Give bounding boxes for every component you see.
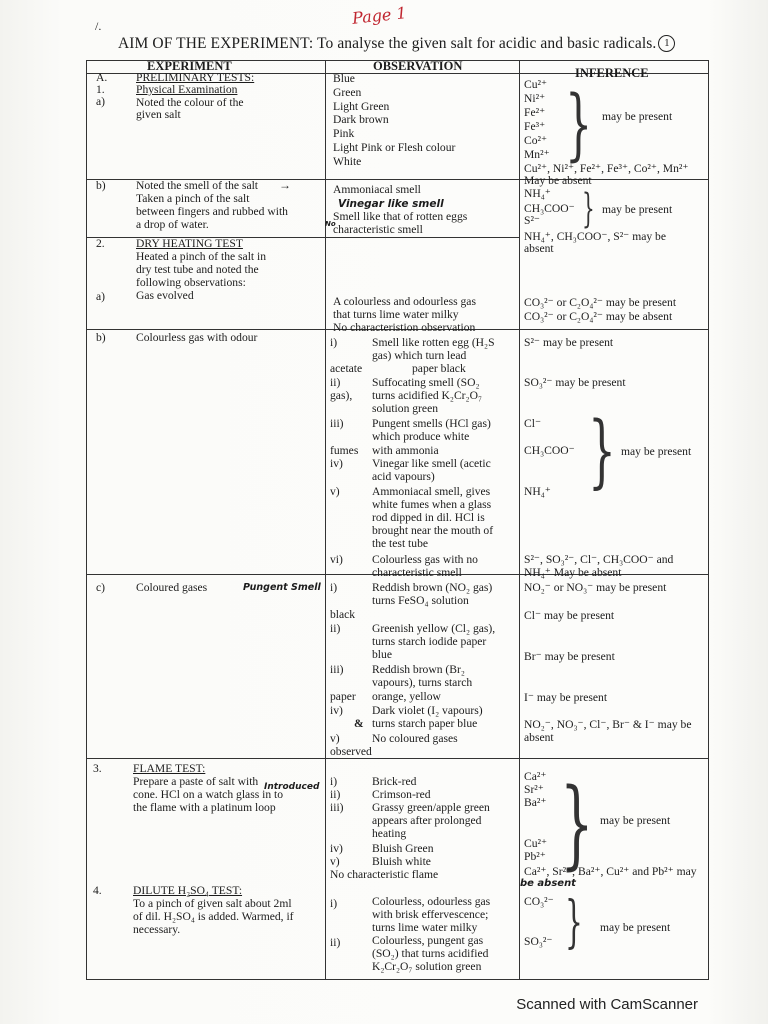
row-number: b) — [96, 179, 106, 192]
observation-text: Ammoniacal smell, gives — [372, 485, 491, 498]
inference-ion: Cu²⁺ — [524, 78, 548, 91]
observation-index: iii) — [330, 663, 344, 676]
experiment-text: Heated a pinch of the salt in — [136, 250, 267, 263]
observation-text: Reddish brown (NO₂ gas) — [372, 581, 493, 594]
inference-text: Br⁻ may be present — [524, 650, 615, 663]
row-divider — [87, 758, 708, 759]
inference-ion: Cu²⁺ — [524, 837, 548, 850]
experiment-text: between fingers and rubbed with — [136, 205, 288, 218]
inference-text: CO₃²⁻ or C₂O₄²⁻ may be present — [524, 296, 677, 309]
observation-text: Ammoniacal smell — [333, 183, 421, 196]
inference-ion: CH₃COO⁻ — [524, 202, 575, 215]
inference-text: absent — [524, 731, 554, 744]
observation-text: Suffocating smell (SO₂ — [372, 376, 480, 389]
observation-index: iv) — [330, 457, 343, 470]
observation-text: Colourless, pungent gas — [372, 934, 484, 947]
observation-text: A colourless and odourless gas — [333, 295, 476, 308]
observation-index: i) — [330, 581, 338, 594]
observation-text: Crimson-red — [372, 788, 431, 801]
observation-text: the test tube — [372, 537, 429, 550]
experiment-text: Colourless gas with odour — [136, 331, 258, 344]
experiment-text: necessary. — [133, 923, 181, 936]
observation-index: iii) — [330, 417, 344, 430]
observation-text: gas), — [330, 389, 353, 402]
inference-ion: Pb²⁺ — [524, 850, 546, 863]
handwritten-note: Pungent Smell — [243, 582, 321, 593]
inference-ion: NH₄⁺ — [524, 485, 551, 498]
observation-text: Grassy green/apple green — [372, 801, 490, 814]
observation-index: iv) — [330, 704, 343, 717]
experiment-text: the flame with a platinum loop — [133, 801, 276, 814]
inference-ion: Ca²⁺ — [524, 770, 547, 783]
experiment-text: following observations: — [136, 276, 246, 289]
observation-text: fumes — [330, 444, 359, 457]
observation-index: ii) — [330, 788, 341, 801]
inference-text: absent — [524, 242, 554, 255]
observation-text: Light Green — [333, 100, 390, 113]
observation-text: turns acidified K₂Cr₂O₇ — [372, 389, 483, 402]
ampersand-mark: & — [354, 717, 364, 730]
observation-text: (SO₂) that turns acidified — [372, 947, 489, 960]
inference-text: Ca²⁺, Sr²⁺, Ba²⁺, Cu²⁺ and Pb²⁺ may — [524, 865, 697, 878]
inference-ion: NH₄⁺ — [524, 187, 551, 200]
header-observation: OBSERVATION — [373, 59, 463, 73]
observation-index: i) — [330, 897, 338, 910]
observation-text: characteristic smell — [372, 566, 462, 579]
observation-index: ii) — [330, 376, 341, 389]
observation-text: vapours), turns starch — [372, 676, 473, 689]
observation-text: acid vapours) — [372, 470, 435, 483]
observation-text: No characteristic flame — [330, 868, 439, 881]
observation-text: Vinegar like smell (acetic — [372, 457, 491, 470]
observation-index: vi) — [330, 553, 343, 566]
observation-text: Bluish Green — [372, 842, 434, 855]
brace-icon: } — [588, 404, 616, 497]
section-heading: DILUTE H₂SO₄ TEST: — [133, 884, 243, 897]
observation-text: K₂Cr₂O₇ solution green — [372, 960, 482, 973]
section-heading: PRELIMINARY TESTS: — [136, 71, 255, 84]
observation-text: solution green — [372, 402, 439, 415]
observation-text: Brick-red — [372, 775, 417, 788]
observation-text: Pink — [333, 127, 355, 140]
observation-index: ii) — [330, 622, 341, 635]
column-divider — [325, 61, 326, 979]
row-number: c) — [96, 581, 106, 594]
experiment-text: Noted the colour of the — [136, 96, 244, 109]
handwritten-note: be absent — [520, 878, 576, 889]
observation-index: i) — [330, 775, 338, 788]
observation-index: ii) — [330, 936, 341, 949]
observation-text: paper — [330, 690, 356, 703]
observation-index: i) — [330, 336, 338, 349]
experiment-text: Taken a pinch of the salt — [136, 192, 250, 205]
observation-text: Pungent smells (HCl gas) — [372, 417, 491, 430]
observation-text: that turns lime water milky — [333, 308, 459, 321]
observation-text: Colourless gas with no — [372, 553, 478, 566]
observation-text: Blue — [333, 72, 355, 85]
inference-ion: Fe³⁺ — [524, 120, 546, 133]
header-inference: INFERENCE — [575, 66, 649, 80]
inference-ion: CH₃COO⁻ — [524, 444, 575, 457]
inference-text: NO₂⁻, NO₃⁻, Cl⁻, Br⁻ & I⁻ may be — [524, 718, 692, 731]
inference-ion: Sr²⁺ — [524, 783, 544, 796]
section-heading: FLAME TEST: — [133, 762, 206, 775]
observation-text: which produce white — [372, 430, 470, 443]
title-text: AIM OF THE EXPERIMENT: To analyse the given salt for acidic and basic radicals. — [118, 35, 657, 52]
experiment-text: cone. HCl on a watch glass in to — [133, 788, 284, 801]
observation-text: Green — [333, 86, 362, 99]
inference-text: Cl⁻ may be present — [524, 609, 615, 622]
row-number: A. — [96, 71, 108, 84]
observation-text: Light Pink or Flesh colour — [333, 141, 456, 154]
observation-text: Bluish white — [372, 855, 431, 868]
row-number: 3. — [93, 762, 102, 775]
observation-text: paper black — [412, 362, 466, 375]
margin-mark: /. — [95, 19, 102, 33]
inference-text: NO₂⁻ or NO₃⁻ may be present — [524, 581, 667, 594]
observation-index: v) — [330, 732, 340, 745]
inference-note: may be present — [621, 445, 692, 458]
inference-ion: SO₃²⁻ — [524, 935, 553, 948]
row-number: a) — [96, 95, 106, 108]
observation-text: Reddish brown (Br₂ — [372, 663, 465, 676]
observation-text: observed — [330, 745, 372, 758]
observation-text: rod dipped in dil. HCl is — [372, 511, 485, 524]
observation-index: iii) — [330, 801, 344, 814]
observation-text: orange, yellow — [372, 690, 441, 703]
inference-note: may be present — [600, 921, 671, 934]
observation-index: v) — [330, 485, 340, 498]
inference-ion: Fe²⁺ — [524, 106, 546, 119]
inference-text: SO₃²⁻ may be present — [524, 376, 626, 389]
inference-ion: S²⁻ — [524, 214, 541, 227]
observation-text: with brisk effervescence; — [372, 908, 489, 921]
inference-text: NH₄⁺ May be absent — [524, 566, 622, 579]
inference-text: I⁻ may be present — [524, 691, 608, 704]
observation-text: with ammonia — [372, 444, 439, 457]
observation-text: Smell like that of rotten eggs — [333, 210, 468, 223]
observation-text: Colourless, odourless gas — [372, 895, 491, 908]
observation-text: heating — [372, 827, 407, 840]
page-number-label: Page 1 — [351, 3, 408, 28]
handwritten-note: Introduced — [264, 782, 320, 792]
scanner-watermark: Scanned with CamScanner — [516, 996, 698, 1013]
inference-note: may be present — [600, 814, 671, 827]
inference-text: NH₄⁺, CH₃COO⁻, S²⁻ may be — [524, 230, 666, 243]
experiment-text: Noted the smell of the salt — [136, 179, 259, 192]
inference-note: may be present — [602, 110, 673, 123]
inference-ion: Co²⁺ — [524, 134, 548, 147]
header-experiment: EXPERIMENT — [147, 59, 232, 73]
page-title — [118, 35, 675, 53]
inference-text: CO₃²⁻ or C₂O₄²⁻ may be absent — [524, 310, 673, 323]
observation-text: black — [330, 608, 356, 621]
observation-text: gas) which turn lead — [372, 349, 467, 362]
inference-text: May be absent — [524, 174, 592, 187]
row-number: b) — [96, 331, 106, 344]
observation-text: No coloured gases — [372, 732, 458, 745]
inference-text: S²⁻ may be present — [524, 336, 614, 349]
experiment-text: Gas evolved — [136, 289, 194, 302]
experiment-text: of dil. H₂SO₄ is added. Warmed, if — [133, 910, 294, 923]
row-number: 2. — [96, 237, 105, 250]
observation-text: characteristic smell — [333, 223, 423, 236]
section-subheading: Physical Examination — [136, 83, 238, 96]
brace-icon: } — [560, 768, 594, 880]
observation-text: turns FeSO₄ solution — [372, 594, 469, 607]
inference-ion: Ni²⁺ — [524, 92, 546, 105]
arrow-icon: → — [279, 178, 291, 192]
inference-ion: Cl⁻ — [524, 417, 542, 430]
observation-text: White — [333, 155, 362, 168]
observation-text: Smell like rotten egg (H₂S — [372, 336, 495, 349]
experiment-text: Prepare a paste of salt with — [133, 775, 259, 788]
observation-text: turns starch iodide paper — [372, 635, 487, 648]
handwritten-note: Vinegar like smell — [338, 198, 444, 210]
inference-note: may be present — [602, 203, 673, 216]
observation-text: Greenish yellow (Cl₂ gas), — [372, 622, 496, 635]
brace-icon: } — [565, 890, 583, 955]
title-badge: 1 — [658, 35, 675, 52]
row-number: a) — [96, 290, 106, 303]
inference-ion: Mn²⁺ — [524, 148, 550, 161]
experiment-text: To a pinch of given salt about 2ml — [133, 897, 292, 910]
brace-icon: } — [582, 186, 595, 232]
observation-text: blue — [372, 648, 392, 661]
observation-text: white fumes when a glass — [372, 498, 492, 511]
inference-ion: CO₃²⁻ — [524, 895, 554, 908]
experiment-text: given salt — [136, 108, 181, 121]
observation-text: No characteristion observation — [333, 321, 476, 334]
section-heading: DRY HEATING TEST — [136, 237, 243, 250]
observation-index: v) — [330, 855, 340, 868]
column-divider — [519, 61, 520, 979]
experiment-text: Coloured gases — [136, 581, 208, 594]
observation-text: appears after prolonged — [372, 814, 482, 827]
observation-index: iv) — [330, 842, 343, 855]
brace-icon: } — [565, 80, 593, 170]
observation-text: turns lime water milky — [372, 921, 478, 934]
inference-ion: Ba²⁺ — [524, 796, 547, 809]
observation-text: Dark brown — [333, 113, 389, 126]
row-number: 1. — [96, 83, 105, 96]
handwritten-note: No — [325, 220, 336, 228]
experiment-text: dry test tube and noted the — [136, 263, 259, 276]
row-number: 4. — [93, 884, 102, 897]
observation-text: acetate — [330, 362, 363, 375]
observation-text: Dark violet (I₂ vapours) — [372, 704, 483, 717]
experiment-text: a drop of water. — [136, 218, 209, 231]
observation-text: turns starch paper blue — [372, 717, 478, 730]
observation-text: brought near the mouth of — [372, 524, 494, 537]
inference-text: S²⁻, SO₃²⁻, Cl⁻, CH₃COO⁻ and — [524, 553, 674, 566]
inference-text: Cu²⁺, Ni²⁺, Fe²⁺, Fe³⁺, Co²⁺, Mn²⁺ — [524, 162, 689, 175]
